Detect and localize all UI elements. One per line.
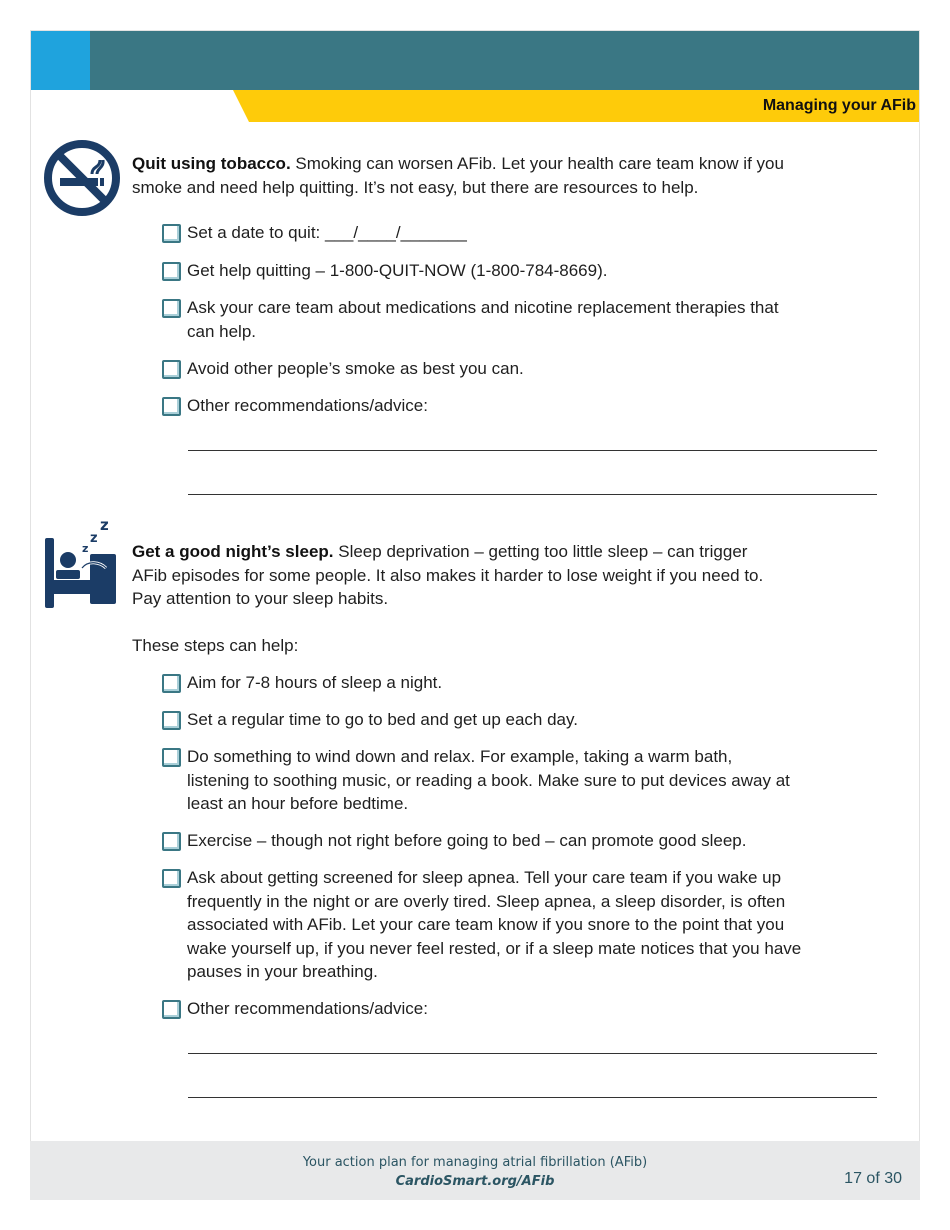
item-text-line3: associated with AFib. Let your care team know if you snore to the point that you — [187, 915, 785, 934]
item-text — [187, 745, 790, 816]
tobacco-item-quit-help — [162, 259, 877, 283]
item-text — [187, 296, 779, 343]
item-text: Exercise – though not right before going to bed – can promote good sleep. — [187, 831, 747, 850]
checkbox[interactable] — [162, 397, 181, 416]
checkbox[interactable] — [162, 360, 181, 379]
header-cyan-block — [31, 31, 90, 90]
sleep-write-line-2[interactable] — [188, 1097, 877, 1098]
sleep-steps-intro: These steps can help: — [132, 636, 299, 655]
item-text: Get help quitting – 1-800-QUIT-NOW (1-800-784-8669). — [187, 261, 608, 280]
footer-caption: Your action plan for managing atrial fibrillation (AFib) — [302, 1155, 648, 1170]
sleep-item-wind-down — [162, 745, 877, 816]
tobacco-body-line1: Smoking can worsen AFib. Let your health care team know if you — [290, 154, 784, 173]
tobacco-body-line2: smoke and need help quitting. It’s not easy, but there are resources to help. — [132, 177, 699, 197]
sleep-body-line1: Sleep deprivation – getting too little sleep – can trigger — [333, 542, 748, 561]
item-text: Other recommendations/advice: — [187, 999, 428, 1018]
item-text-line5: pauses in your breathing. — [187, 962, 378, 981]
tobacco-item-avoid-smoke — [162, 357, 877, 381]
item-text-line2: can help. — [187, 321, 256, 341]
item-text-line1: Ask your care team about medications and nicotine replacement therapies that — [187, 298, 779, 317]
item-text — [187, 866, 801, 984]
item-text: Avoid other people’s smoke as best you can. — [187, 359, 524, 378]
item-text-line2: listening to soothing music, or reading a book. Make sure to put devices away at — [187, 770, 790, 790]
item-text-line4: wake yourself up, if you never feel rested, or if a sleep mate notices that you have — [187, 938, 802, 958]
sleep-write-line-1[interactable] — [188, 1053, 877, 1054]
sleep-heading: Get a good night’s sleep. — [132, 542, 334, 561]
sleep-item-other — [162, 997, 877, 1021]
sleeping-in-bed-icon — [42, 518, 118, 610]
checkbox[interactable] — [162, 869, 181, 888]
checkbox[interactable] — [162, 224, 181, 243]
svg-text:z: z — [82, 542, 89, 555]
checkbox[interactable] — [162, 299, 181, 318]
item-text: Aim for 7-8 hours of sleep a night. — [187, 673, 443, 692]
checkbox[interactable] — [162, 711, 181, 730]
no-smoking-icon — [42, 138, 122, 218]
item-text-line1: Ask about getting screened for sleep apnea. Tell your care team if you wake up — [187, 868, 782, 887]
sleep-item-hours — [162, 671, 877, 695]
sleep-item-apnea — [162, 866, 877, 984]
checkbox[interactable] — [162, 674, 181, 693]
tobacco-item-other — [162, 394, 877, 418]
item-text-line2: frequently in the night or are overly tired. Sleep apnea, a sleep disorder, is often — [187, 891, 786, 911]
checkbox[interactable] — [162, 748, 181, 767]
sleep-item-exercise — [162, 829, 877, 853]
header-teal-band — [90, 31, 919, 90]
sleep-body-line2: AFib episodes for some people. It also makes it harder to lose weight if you need to. — [132, 565, 764, 585]
sleep-paragraph — [132, 540, 892, 611]
checkbox[interactable] — [162, 832, 181, 851]
page-frame — [30, 30, 920, 1200]
tobacco-heading: Quit using tobacco. — [132, 154, 291, 173]
checkbox[interactable] — [162, 1000, 181, 1019]
item-text: Set a date to quit: ___/____/_______ — [187, 223, 467, 242]
footer — [30, 1141, 920, 1200]
footer-url: CardioSmart.org/AFib — [395, 1174, 555, 1189]
tobacco-write-line-1[interactable] — [188, 450, 877, 451]
sleep-item-regular-time — [162, 708, 877, 732]
svg-text:z: z — [100, 518, 109, 534]
svg-text:z: z — [90, 531, 98, 546]
checkbox[interactable] — [162, 262, 181, 281]
page-title: Managing your AFib — [762, 97, 916, 114]
tobacco-item-medications — [162, 296, 877, 343]
item-text: Set a regular time to go to bed and get up each day. — [187, 710, 578, 729]
tobacco-item-quit-date — [162, 221, 877, 245]
item-text-line1: Do something to wind down and relax. For example, taking a warm bath, — [187, 747, 733, 766]
item-text-line3: least an hour before bedtime. — [187, 794, 409, 813]
page-number: 17 of 30 — [844, 1170, 902, 1187]
tobacco-paragraph — [132, 152, 892, 199]
item-text: Other recommendations/advice: — [187, 396, 428, 415]
tobacco-write-line-2[interactable] — [188, 494, 877, 495]
sleep-body-line3: Pay attention to your sleep habits. — [132, 589, 389, 608]
